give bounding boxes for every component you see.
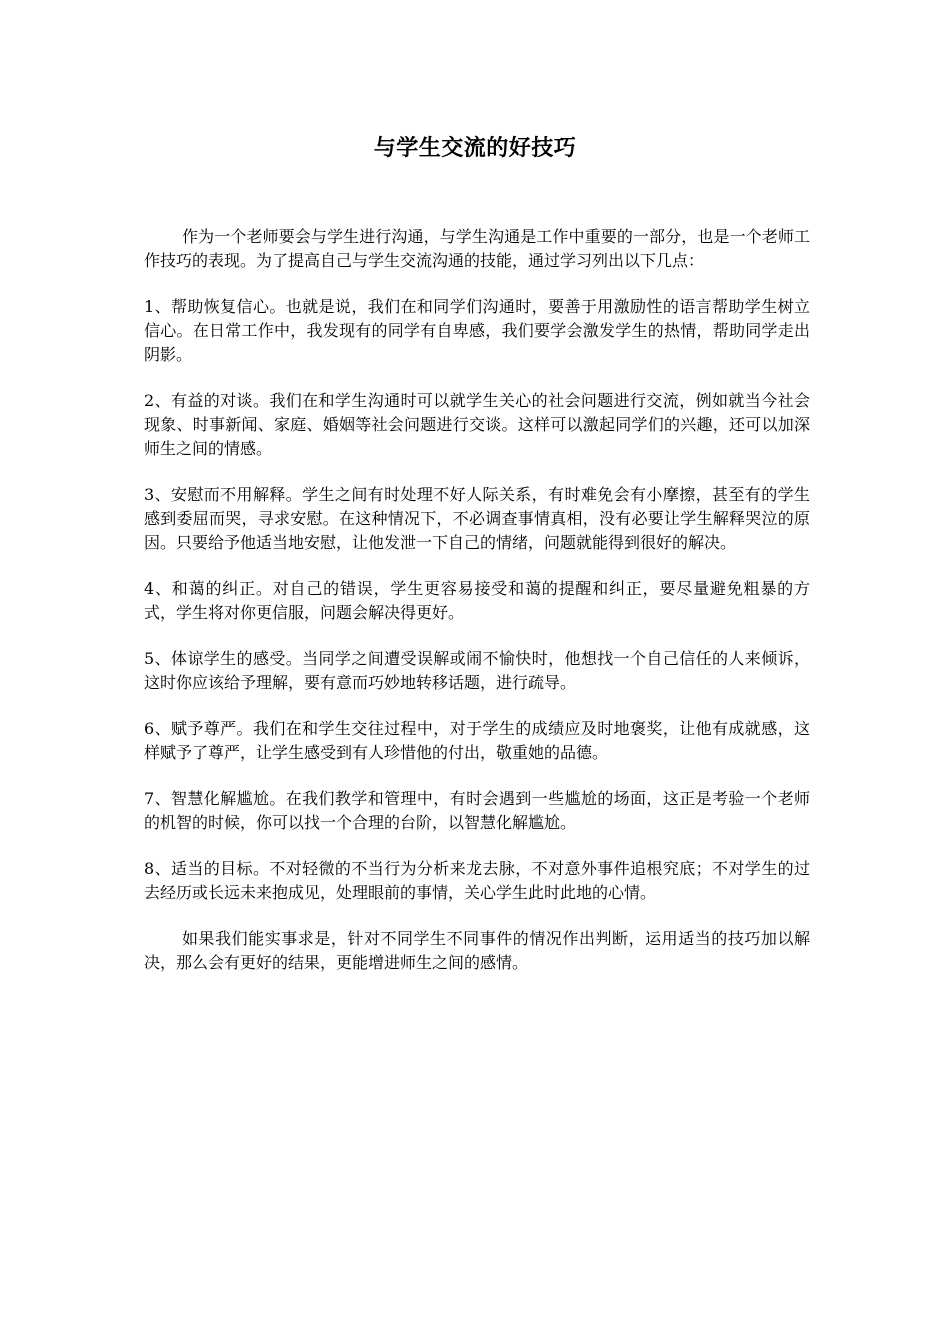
tip-paragraph-5: 5、体谅学生的感受。当同学之间遭受误解或闹不愉快时，他想找一个自己信任的人来倾诉，这时你应该给予理解，要有意而巧妙地转移话题，进行疏导。 [144,649,810,692]
tip-paragraph-6: 6、赋予尊严。我们在和学生交往过程中，对于学生的成绩应及时地褒奖，让他有成就感，这样赋予了尊严，让学生感受到有人珍惜他的付出，敬重她的品德。 [144,719,810,762]
tip-paragraph-8: 8、适当的目标。不对轻微的不当行为分析来龙去脉，不对意外事件追根究底；不对学生的过去经历或长远未来抱成见，处理眼前的事情，关心学生此时此地的心情。 [144,859,810,902]
conclusion-paragraph: 如果我们能实事求是，针对不同学生不同事件的情况作出判断，运用适当的技巧加以解决，那么会有更好的结果，更能增进师生之间的感情。 [144,929,810,972]
tip-paragraph-3: 3、安慰而不用解释。学生之间有时处理不好人际关系，有时难免会有小摩擦，甚至有的学生感到委屈而哭，寻求安慰。在这种情况下，不必调查事情真相，没有必要让学生解释哭泣的原因。只要给予他适当地安慰，让他发泄一下自己的情绪，问题就能得到很好的解决。 [144,485,810,552]
document-title: 与学生交流的好技巧 [373,135,577,161]
tip-paragraph-2: 2、有益的对谈。我们在和学生沟通时可以就学生关心的社会问题进行交流，例如就当今社会现象、时事新闻、家庭、婚姻等社会问题进行交谈。这样可以激起同学们的兴趣，还可以加深师生之间的情感。 [144,391,810,458]
document-body [144,225,810,997]
intro-paragraph: 作为一个老师要会与学生进行沟通，与学生沟通是工作中重要的一部分，也是一个老师工作技巧的表现。为了提高自己与学生交流沟通的技能，通过学习列出以下几点： [144,227,810,270]
tip-paragraph-1: 1、帮助恢复信心。也就是说，我们在和同学们沟通时，要善于用激励性的语言帮助学生树立信心。在日常工作中，我发现有的同学有自卑感，我们要学会激发学生的热情，帮助同学走出阴影。 [144,297,810,364]
tip-paragraph-4: 4、和蔼的纠正。对自己的错误，学生更容易接受和蔼的提醒和纠正，要尽量避免粗暴的方式，学生将对你更信服，问题会解决得更好。 [144,579,810,622]
tip-paragraph-7: 7、智慧化解尴尬。在我们教学和管理中，有时会遇到一些尴尬的场面，这正是考验一个老师的机智的时候，你可以找一个合理的台阶，以智慧化解尴尬。 [144,789,810,832]
